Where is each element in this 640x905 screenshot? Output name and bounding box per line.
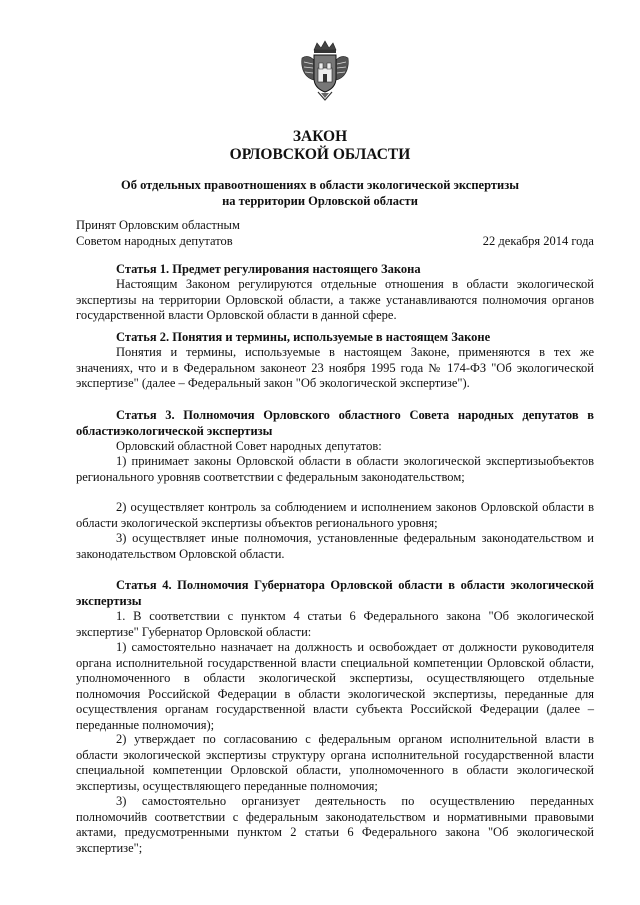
article-3-title: Статья 3. Полномочия Орловского областного Совета народных депутатов в областиэкологической экспертизы [76,408,594,438]
article-3-item-2: 2) осуществляет контроль за соблюдением и исполнением законов Орловской области в области экологической экспертизы объектов регионального уровня; [76,500,594,530]
article-4-item-1: 1) самостоятельно назначает на должность и освобождает от должности руководителя органа исполнительной государственной власти специальной компетенции Орловской области, уполномоченного в области экологической экспертизы, осуществляющего отдельные полномочия Российской Федерации в области экологической экспертизы, переданные для осуществления органам государственной власти субъекта Российской Федерации (далее – переданные полномочия); [76,640,594,732]
article-1-title: Статья 1. Предмет регулирования настоящего Закона [116,262,421,276]
article-4-intro: 1. В соответствии с пунктом 4 статьи 6 Федерального закона "Об экологической экспертизе" Губернатор Орловской области: [76,609,594,639]
article-4-item-3: 3) самостоятельно организует деятельность по осуществлению переданных полномочийв соответствии с федеральным законодательством и нормативными правовыми актами, предусмотренными пунктом 2 статьи 6 Федерального закона "Об экологической экспертизе"; [76,794,594,855]
article-4-title: Статья 4. Полномочия Губернатора Орловской области в области экологической экспертизы [76,578,594,608]
region-title: ОРЛОВСКОЙ ОБЛАСТИ [229,146,411,163]
article-3-item-1: 1) принимает законы Орловской области в области экологической экспертизыобъектов регионального уровняв соответствии с федеральным законодательством; [76,454,594,484]
law-title: ЗАКОН [292,128,348,145]
adoption-block [76,218,594,249]
article-2-title: Статья 2. Понятия и термины, используемые в настоящем Законе [116,330,491,344]
article-3-intro: Орловский областной Совет народных депутатов: [116,439,382,453]
article-1-text: Настоящим Законом регулируются отдельные отношения в области экологической экспертизы на территории Орловской области, а также устанавливаются полномочия органов государственной власти Орловской области в данной сфере. [76,277,594,322]
coat-of-arms-emblem [300,40,350,102]
law-subject-line1: Об отдельных правоотношениях в области экологической экспертизы [120,178,520,192]
article-3-item-3: 3) осуществляет иные полномочия, установленные федеральным законодательством и законодательством Орловской области. [76,531,594,561]
adoption-date: 22 декабря 2014 года [482,233,594,248]
law-subject-line2: на территории Орловской области [222,194,418,208]
adopted-by-line1: Принят Орловским областным [76,218,240,232]
article-2-text: Понятия и термины, используемые в настоящем Законе, применяются в тех же значениях, что и в Федеральном законеот 23 ноября 1995 года № 174-ФЗ "Об экологической экспертизе" (далее – Федеральный закон "Об экологической экспертизе"). [76,345,594,390]
article-4-item-2: 2) утверждает по согласованию с федеральным органом исполнительной власти в области экологической экспертизы структуру органа исполнительной государственной власти специальной компетенции Орловской области, уполномоченного в области экологической экспертизы, осуществляющего переданные полномочия; [76,732,594,793]
adopted-by-line2: Советом народных депутатов [76,233,233,248]
